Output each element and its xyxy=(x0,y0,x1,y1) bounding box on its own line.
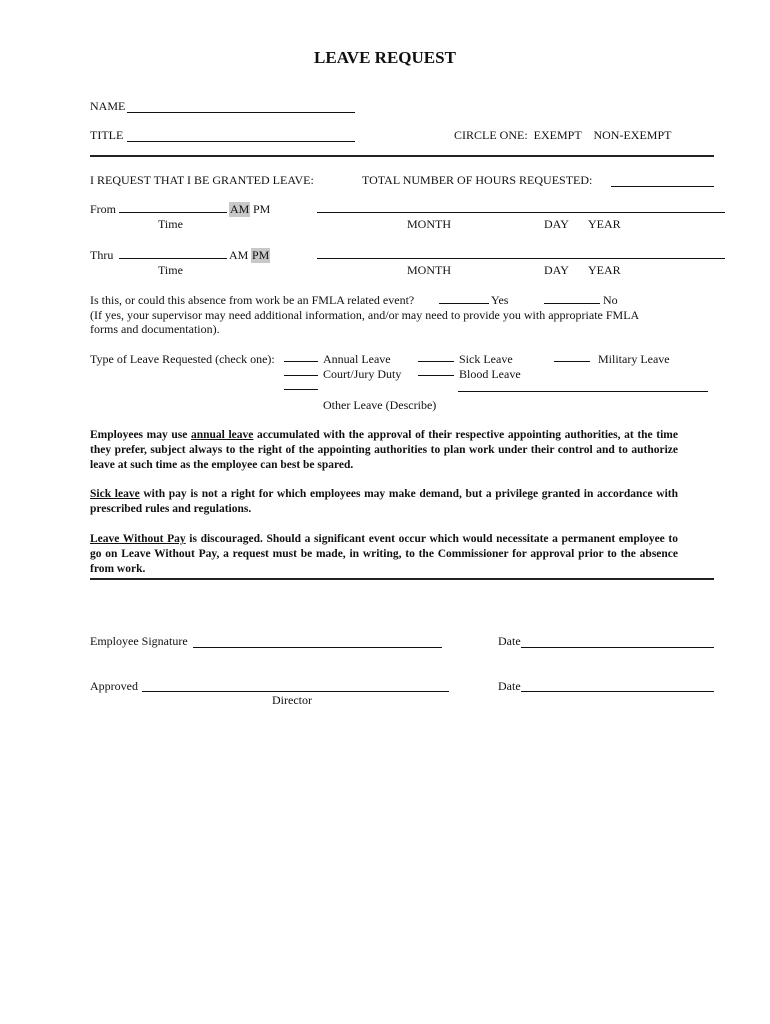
blood-leave-label: Blood Leave xyxy=(459,367,521,381)
from-pm-option[interactable]: PM xyxy=(253,202,271,216)
form-title: LEAVE REQUEST xyxy=(314,48,456,67)
thru-month-caption: MONTH xyxy=(407,263,451,277)
sick-leave-policy: Sick leave with pay is not a right for which employees may make demand, but a privilege granted in accordance with prescribed rules and regulations. xyxy=(90,488,679,515)
annual-leave-check[interactable] xyxy=(284,361,318,362)
sick-leave-term: Sick leave xyxy=(90,488,140,500)
annual-leave-label: Annual Leave xyxy=(323,352,391,366)
fmla-note-line1: (If yes, your supervisor may need additional information, and/or may need to provide you with appropriate FMLA xyxy=(90,308,640,322)
approved-date-label: Date xyxy=(498,679,521,693)
total-hours-label: TOTAL NUMBER OF HOURS REQUESTED: xyxy=(362,173,593,187)
from-time-field[interactable] xyxy=(119,212,227,213)
employee-signature-label: Employee Signature xyxy=(90,634,188,648)
from-month-caption: MONTH xyxy=(407,217,451,231)
fmla-no-label: No xyxy=(603,293,618,307)
total-hours-field[interactable] xyxy=(611,186,714,187)
annual-leave-term: annual leave xyxy=(190,429,254,441)
approved-date-field[interactable] xyxy=(521,691,714,692)
military-leave-label: Military Leave xyxy=(598,352,670,366)
from-time-caption: Time xyxy=(158,217,183,231)
from-am-option-selected[interactable]: AM xyxy=(230,202,250,216)
military-leave-check[interactable] xyxy=(554,361,590,362)
fmla-question: Is this, or could this absence from work be an FMLA related event? xyxy=(90,293,415,307)
approved-label: Approved xyxy=(90,679,138,693)
sick-leave-label: Sick Leave xyxy=(459,352,513,366)
leave-without-pay-policy: Leave Without Pay is discouraged. Should a significant event occur which would necessitate a permanent employee to go on Leave Without Pay, a request must be made, in writing, to the Commissioner for approval prior to the absence from work. xyxy=(90,533,678,575)
title-field[interactable] xyxy=(127,141,355,142)
name-field[interactable] xyxy=(127,112,355,113)
title-label: TITLE xyxy=(90,128,124,142)
section-divider-bottom xyxy=(90,578,714,580)
other-leave-check[interactable] xyxy=(284,389,318,390)
employee-date-label: Date xyxy=(498,634,521,648)
fmla-yes-label: Yes xyxy=(491,293,509,307)
circle-one-exempt-status[interactable]: CIRCLE ONE: EXEMPT NON-EXEMPT xyxy=(454,128,672,142)
fmla-note-line2: forms and documentation). xyxy=(90,322,220,336)
thru-year-caption: YEAR xyxy=(588,263,621,277)
thru-date-field[interactable] xyxy=(317,258,725,259)
approved-signature-field[interactable] xyxy=(142,691,449,692)
name-label: NAME xyxy=(90,99,126,113)
sick-leave-check[interactable] xyxy=(418,361,454,362)
from-label: From xyxy=(90,202,117,216)
blood-leave-check[interactable] xyxy=(418,375,454,376)
fmla-no-field[interactable] xyxy=(544,303,600,304)
from-day-caption: DAY xyxy=(544,217,569,231)
director-caption: Director xyxy=(272,693,312,707)
thru-time-caption: Time xyxy=(158,263,183,277)
section-divider-top xyxy=(90,155,714,157)
employee-date-field[interactable] xyxy=(521,647,714,648)
other-leave-label: Other Leave (Describe) xyxy=(323,398,437,412)
from-year-caption: YEAR xyxy=(588,217,621,231)
other-leave-describe-field[interactable] xyxy=(458,391,708,392)
thru-am-option[interactable]: AM xyxy=(229,248,249,262)
thru-pm-option-selected[interactable]: PM xyxy=(252,248,270,262)
leave-type-label: Type of Leave Requested (check one): xyxy=(90,352,275,366)
thru-day-caption: DAY xyxy=(544,263,569,277)
request-leave-label: I REQUEST THAT I BE GRANTED LEAVE: xyxy=(90,173,314,187)
fmla-yes-field[interactable] xyxy=(439,303,489,304)
leave-without-pay-term: Leave Without Pay xyxy=(90,533,186,545)
court-duty-label: Court/Jury Duty xyxy=(323,367,402,381)
employee-signature-field[interactable] xyxy=(193,647,442,648)
court-duty-check[interactable] xyxy=(284,375,318,376)
from-date-field[interactable] xyxy=(317,212,725,213)
thru-time-field[interactable] xyxy=(119,258,227,259)
thru-label: Thru xyxy=(90,248,114,262)
annual-leave-policy: Employees may use annual leave accumulated with the approval of their respective appointing authorities, at the time they prefer, subject always to the right of the appointing authorities to plan work under their control and to authorize leave at such time as the employee can best be spared. xyxy=(90,429,678,471)
